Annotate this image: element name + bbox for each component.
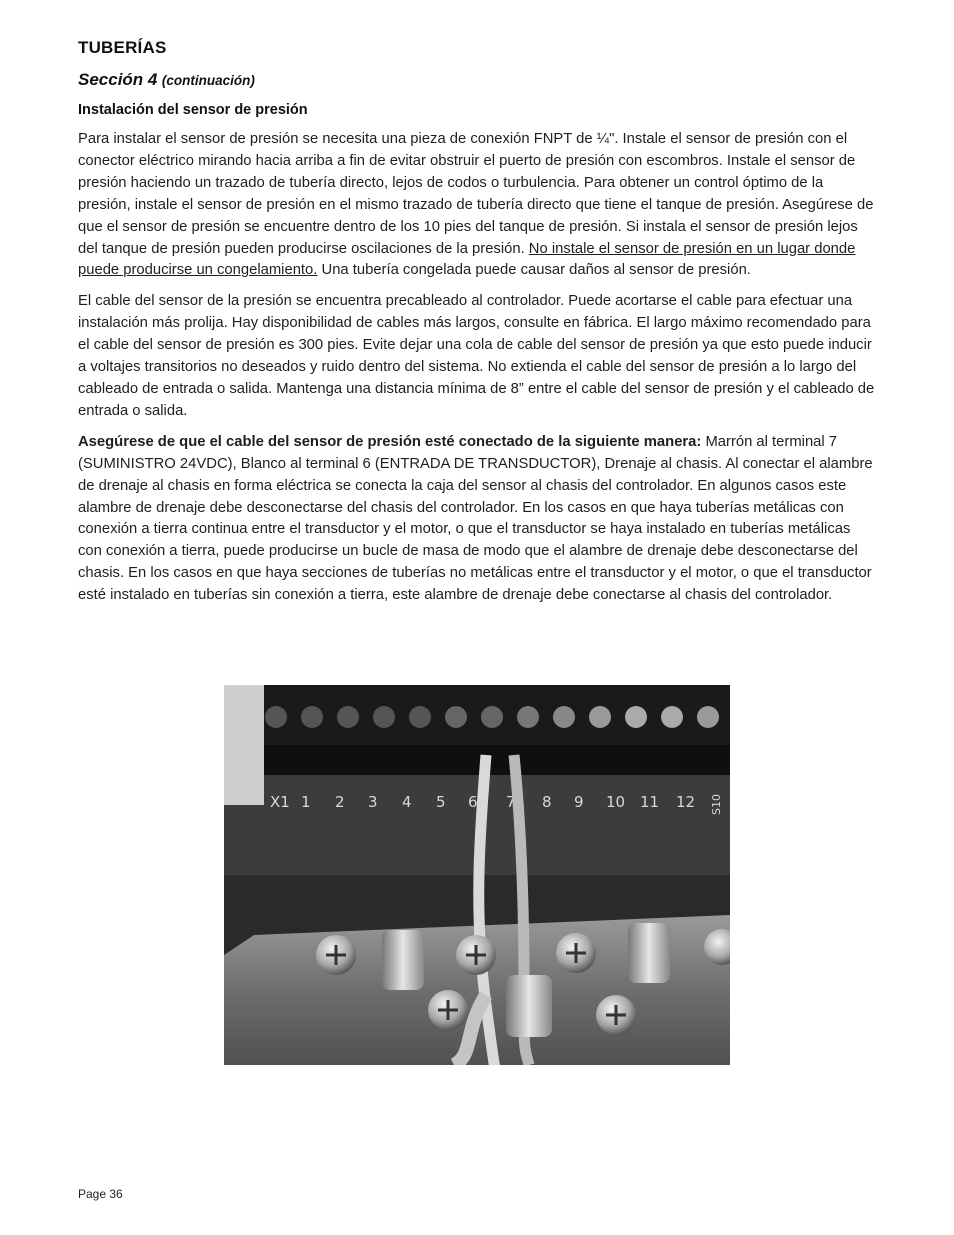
terminal-4: 4 [402,793,412,811]
cable-clamp [628,923,670,983]
paragraph-1-text-b: Una tubería congelada puede causar daños al sensor de presión. [317,262,751,279]
terminal-11: 11 [640,793,660,811]
terminal-12: 12 [676,793,696,811]
paragraph-1 [78,129,878,282]
section-title: Sección 4 [78,70,158,89]
terminal-3: 3 [368,793,378,811]
terminal-5: 5 [436,793,446,811]
paragraph-1-text-a: Para instalar el sensor de presión se necesita una pieza de conexión FNPT de ¼". Instale el sensor de presión con el conector eléctrico mirando hacia arriba a fin de evitar obstruir el puerto de presión con escombros. Instale el sensor de presión haciendo un trazado de tubería directo, lejos de codos o turbulencia. Para obtener un control óptimo de la presión, instale el sensor de presión en el mismo trazado de tubería directo que tiene el tanque de presión. Asegúrese de que el sensor de presión se encuentre dentro de los 10 pies del tanque de presión. Si instala el sensor de presión lejos del tanque de presión pueden producirse oscilaciones de la presión. [78,131,874,257]
paragraph-2: El cable del sensor de la presión se encuentra precableado al controlador. Puede acortarse el cable para efectuar una instalación más prolija. Hay disponibilidad de cables más largos, consulte en fábrica. El largo máximo recomendado para el cable del sensor de presión es 300 pies. Evite dejar una cola de cable del sensor de presión ya que esto puede inducir a voltajes transitorios no deseados y ruido dentro del sistema. No extienda el cable del sensor de presión a lo largo del cableado de entrada o salida. Mantenga una distancia mínima de 8” entre el cable del sensor de presión y el cableado de entrada o salida. [78,293,875,419]
paragraph-3-text: Marrón al terminal 7 (SUMINISTRO 24VDC), Blanco al terminal 6 (ENTRADA DE TRANSDUCTOR), Drenaje al chasis. Al conectar el alambre de drenaje al chasis en forma eléctrica se conecta la caja del sensor al chasis del controlador. En algunos casos este alambre de drenaje debe desconectarse del chasis del controlador. En los casos en que haya tuberías metálicas con conexión a tierra continua entre el transductor y el motor, o que el transductor se haya instalado en tuberías metálicas con conexión a tierra, puede producirse un bucle de masa de modo que el alambre de drenaje debe desconectarse del chasis. En los casos en que haya secciones de tuberías no metálicas entre el transductor y el motor, o que el transductor esté instalado en tuberías sin conexión a tierra, este alambre de drenaje debe conectarse al chasis del controlador. [78,433,873,604]
terminal-9: 9 [574,793,584,811]
terminal-2: 2 [335,793,345,811]
subsection-title: Instalación del sensor de presión [78,102,308,118]
terminal-10: 10 [606,793,626,811]
terminal-8: 8 [542,793,552,811]
wiring-photo-illustration [224,685,730,1065]
page-content [78,38,878,616]
terminal-1: 1 [301,793,311,811]
section-heading [78,70,878,90]
wiring-photo [224,685,730,1065]
edge-label: S10 [710,794,723,815]
paragraph-3-lead: Asegúrese de que el cable del sensor de presión esté conectado de la siguiente manera: [78,433,702,450]
paragraph-1-warning: No instale el sensor de presión en un lugar donde puede producirse un congelamiento. [78,240,856,279]
terminal-6: 6 [468,793,478,811]
page-number: Page 36 [78,1187,123,1201]
terminal-row-label: X1 [270,793,290,811]
cable-clamp [382,930,424,990]
cable-clamp [506,975,552,1037]
terminal-7: 7 [506,793,516,811]
paragraph-3 [78,432,878,607]
section-subtitle: (continuación) [161,73,255,88]
page-title: TUBERÍAS [78,38,167,57]
